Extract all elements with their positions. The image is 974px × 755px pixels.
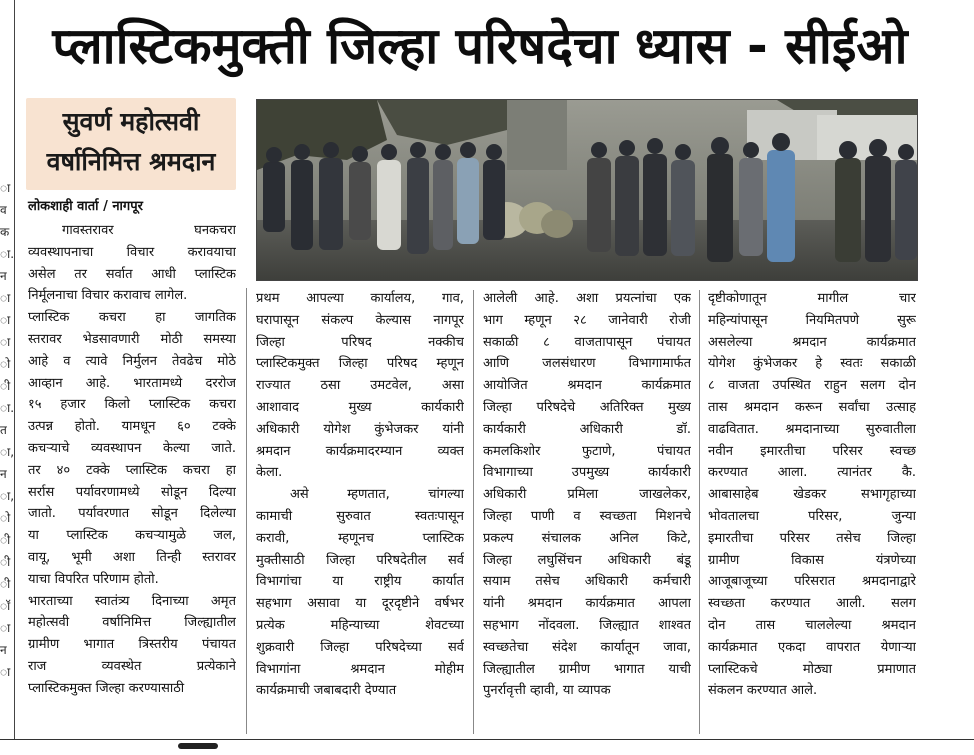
kicker-line-2: वर्षानिमित्त श्रमदान xyxy=(46,147,216,176)
article-line: उत्पन्न होतो. यामधून ६० टक्के xyxy=(28,419,236,435)
article-line: तर ४० टक्के प्लास्टिक कचरा हा xyxy=(28,462,236,478)
article-line: जातो. पर्यावरणात सोडून दिलेल्या xyxy=(28,506,236,522)
article-line: दोन तास चाललेल्या श्रमदान xyxy=(708,617,916,633)
article-line: सहभाग असावा या दूरदृष्टीने वर्षभर xyxy=(256,596,464,612)
article-line: आशावाद मुख्य कार्यकारी xyxy=(256,399,464,415)
article-line: राज्यात ठसा उमटवेल, असा xyxy=(256,378,464,394)
article-line: असे म्हणतात, चांगल्या xyxy=(290,487,464,503)
article-line: प्लास्टिकचे मोठ्या प्रमाणात xyxy=(708,661,916,677)
article-line: व्यवस्थापनाचा विचार करावयाचा xyxy=(28,244,236,260)
adjacent-text-fragment: क xyxy=(0,225,10,239)
article-line: सयाम तसेच अधिकारी कर्मचारी xyxy=(483,574,691,590)
adjacent-text-fragment: ा, xyxy=(0,445,15,459)
adjacent-text-fragment: ा xyxy=(0,181,11,195)
article-line: इमारतीचा परिसर तसेच जिल्हा xyxy=(708,530,916,546)
group-photo xyxy=(256,99,918,281)
article-column-4 xyxy=(708,288,916,702)
article-line: सहभाग नोंदवला. जिल्ह्यात शाश्वत xyxy=(483,617,691,633)
article-line: आलेली आहे. अशा प्रयत्नांचा एक xyxy=(483,291,691,306)
article-line: भारताच्या स्वातंत्र्य दिनाच्या अमृत xyxy=(28,593,236,609)
article-line: ८ वाजता उपस्थित राहुन सलग दोन xyxy=(708,378,916,394)
article-line: प्लास्टिक कचरा हा जागतिक xyxy=(28,310,236,326)
article-column-3 xyxy=(483,288,691,702)
article-line: नवीन इमारतीचा परिसर स्वच्छ xyxy=(708,443,916,459)
adjacent-text-fragment: ा xyxy=(0,621,11,635)
adjacent-text-fragment: ी xyxy=(0,533,11,547)
article-line: भाग म्हणून २८ जानेवारी रोजी xyxy=(483,312,691,328)
article-line: योगेश कुंभेजकर हे स्वतः सकाळी xyxy=(708,356,916,372)
article-line: आयोजित श्रमदान कार्यक्रमात xyxy=(483,378,691,394)
kicker-line-1: सुवर्ण महोत्सवी xyxy=(62,107,200,136)
adjacent-text-fragment: ो xyxy=(0,357,11,371)
article-line: संकलन करण्यात आले. xyxy=(708,683,818,699)
adjacent-text-fragment: ा, xyxy=(0,489,15,503)
article-line: घरापासून संकल्प केल्यास नागपूर xyxy=(256,312,464,328)
adjacent-text-fragment: ा xyxy=(0,291,11,305)
article-line: जिल्हा लघुसिंचन अधिकारी बंडू xyxy=(483,552,691,568)
article-line: गावस्तरावर घनकचरा xyxy=(62,223,236,238)
article-line: करावी, म्हणूनच प्लास्टिक xyxy=(256,530,464,546)
adjacent-text-fragment: ा. xyxy=(0,247,15,261)
article-line: विभागांचा या राष्ट्रीय कार्यात xyxy=(256,574,464,590)
article-line: आजूबाजूच्या परिसरात श्रमदानाद्वारे xyxy=(708,574,916,590)
byline: लोकशाही वार्ता / नागपूर xyxy=(28,199,143,214)
article-line: विभागाच्या उपमुख्य कार्यकारी xyxy=(483,465,691,481)
article-line: यांनी श्रमदान कार्यक्रमात आपला xyxy=(483,596,691,612)
article-line: पुनर्रावृत्ती व्हावी, या व्यापक xyxy=(483,683,611,699)
article-line: भोवतालचा परिसर, जुन्या xyxy=(708,508,916,524)
adjacent-text-fragment: ी xyxy=(0,577,11,591)
article-line: महोत्सवी वर्षानिमित्त जिल्ह्यातील xyxy=(28,615,236,631)
adjacent-text-fragment: न xyxy=(0,643,7,657)
article-line: याचा विपरित परिणाम होतो. xyxy=(28,571,159,587)
article-line: १५ हजार किलो प्लास्टिक कचरा xyxy=(28,397,236,413)
article-line: प्लास्टिकमुक्त जिल्हा करण्यासाठी xyxy=(28,680,185,696)
article-line: प्लास्टिकमुक्त जिल्हा परिषद म्हणून xyxy=(256,356,464,372)
page-bottom-strip xyxy=(0,740,974,755)
adjacent-text-fragment: ा xyxy=(0,335,11,349)
article-line: आव्हान आहे. भारतामध्ये दररोज xyxy=(28,375,236,391)
headline: प्लास्टिकमुक्ती जिल्हा परिषदेचा ध्यास - सीईओ xyxy=(52,17,908,75)
article-line: जिल्हा परिषद नक्कीच xyxy=(256,334,464,350)
article-line: प्रकल्प संचालक अनिल किटे, xyxy=(483,530,691,546)
article-line: आणि जलसंधारण विभागामार्फत xyxy=(483,356,691,372)
article-line: आहे व त्यावे निर्मुलन तेवढेच मोठे xyxy=(28,353,236,369)
article-line: असलेल्या श्रमदान कार्यक्रमात xyxy=(708,334,916,350)
article-line: केला. xyxy=(256,465,283,481)
kicker-box xyxy=(26,98,236,190)
article-line: तास श्रमदान करून सर्वांचा उत्साह xyxy=(708,399,916,415)
article-line: या प्लास्टिक कचऱ्यामुळे जल, xyxy=(28,528,236,544)
adjacent-text-fragment: व xyxy=(0,203,7,217)
article-line: मुक्तीसाठी जिल्हा परिषदेतील सर्व xyxy=(256,552,464,568)
article-line: ग्रामीण भागात त्रिस्तरीय पंचायत xyxy=(28,637,236,653)
article-column-2 xyxy=(256,288,464,702)
article-line: श्रमदान कार्यक्रमादरम्यान व्यक्त xyxy=(256,443,464,459)
adjacent-text-fragment: ी xyxy=(0,555,11,569)
article-line: कामाची सुरुवात स्वतःपासून xyxy=(256,508,464,524)
article-line: दृष्टीकोणातून मागील चार xyxy=(708,291,916,306)
adjacent-text-fragment: न xyxy=(0,467,7,481)
adjacent-text-fragment: त xyxy=(0,423,7,437)
article-line: कार्यकारी अधिकारी डॉ. xyxy=(483,421,691,437)
article-line: कार्यक्रमात एकदा वापरात येणाऱ्या xyxy=(708,639,916,655)
adjacent-text-fragment: ा xyxy=(0,665,11,679)
adjacent-text-fragment: ो xyxy=(0,511,11,525)
article-line: कचऱ्याचे व्यवस्थापन केल्या जाते. xyxy=(28,440,236,456)
column-rule xyxy=(246,288,247,734)
group-photo-illustration xyxy=(257,100,917,280)
article-line: वाढवितात. श्रमदानाच्या सुरुवातीला xyxy=(708,421,916,437)
article-line: कार्यक्रमाची जबाबदारी देण्यात xyxy=(256,683,397,699)
article-line: शुक्रवारी जिल्हा परिषदेच्या सर्व xyxy=(256,639,464,655)
article-line: जिल्हा परिषदेचे अतिरिक्त मुख्य xyxy=(483,399,691,415)
article-line: निर्मूलनाचा विचार करावाच लागेल. xyxy=(28,288,188,304)
adjacent-column-edge xyxy=(0,0,14,755)
article-line: विभागांना श्रमदान मोहीम xyxy=(256,661,464,677)
left-column-rule xyxy=(14,0,15,742)
article-line: अधिकारी प्रमिला जाखलेकर, xyxy=(483,487,691,503)
article-line: स्वच्छता करण्यात आली. सलग xyxy=(708,596,916,612)
adjacent-text-fragment: ी xyxy=(0,379,11,393)
next-article-fragment xyxy=(178,743,218,749)
adjacent-text-fragment: ा xyxy=(0,313,11,327)
article-line: प्रथम आपल्या कार्यालय, गाव, xyxy=(256,291,464,306)
article-line: अधिकारी योगेश कुंभेजकर यांनी xyxy=(256,421,464,437)
article-line: करण्यात आला. त्यानंतर कै. xyxy=(708,465,916,481)
article-line: ग्रामीण विकास यंत्रणेच्या xyxy=(708,552,916,568)
article-line: सर्रास पर्यावरणामध्ये सोडून दिल्या xyxy=(28,484,236,500)
article-line: कमलकिशोर फुटाणे, पंचायत xyxy=(483,443,691,459)
adjacent-text-fragment: न xyxy=(0,269,7,283)
column-rule xyxy=(473,290,474,734)
article-line: महिन्यांपासून नियमितपणे सुरू xyxy=(708,312,916,328)
article-line: जिल्ह्यातील ग्रामीण भागात याची xyxy=(483,661,691,677)
article-line: राज व्यवस्थेत प्रत्येकाने xyxy=(28,658,236,674)
adjacent-text-fragment: ा. xyxy=(0,401,15,415)
article-line: आबासाहेब खेडकर सभागृहाच्या xyxy=(708,487,916,503)
article-line: स्तरावर भेडसावणारी मोठी समस्या xyxy=(28,331,236,347)
article-line: जिल्हा पाणी व स्वच्छता मिशनचे xyxy=(483,508,691,524)
article-line: सकाळी ८ वाजतापासून पंचायत xyxy=(483,334,691,350)
article-line: प्रत्येक महिन्याच्या शेवटच्या xyxy=(256,617,464,633)
article-line: स्वच्छतेचा संदेश कार्यातून जावा, xyxy=(483,639,691,655)
adjacent-text-fragment: ॉ xyxy=(0,599,11,613)
column-rule xyxy=(699,290,700,734)
article-column-1 xyxy=(28,220,236,700)
article-line: असेल तर सर्वात आधी प्लास्टिक xyxy=(28,266,236,282)
article-line: वायू, भूमी अशा तिन्ही स्तरावर xyxy=(28,549,236,565)
